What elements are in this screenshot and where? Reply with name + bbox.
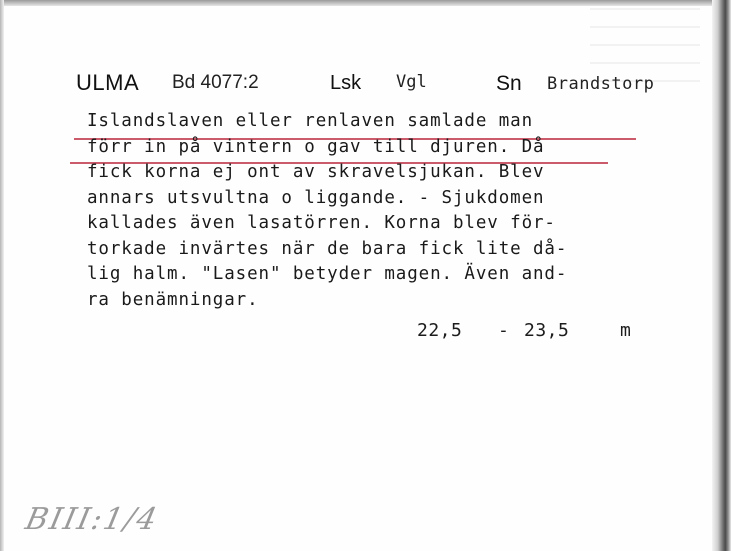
text-line: fick korna ej ont av skravelsjukan. Blev [87,162,545,182]
typed-text-body [87,109,687,313]
measurement [417,320,677,348]
text-line: förr in på vintern o gav till djuren. Då [87,136,545,157]
text-line: annars utsvultna o liggande. - Sjukdomen [87,187,545,208]
measurement-to: 23,5 [524,320,570,341]
text-line: ra benämningar. [87,289,259,310]
reference-number: Bd 4077:2 [172,72,259,93]
parish-label: Sn [496,72,522,95]
scan-edge-left [0,0,4,551]
measurement-separator: - [498,320,510,341]
province-code: Lsk [330,72,362,94]
card-header [76,70,696,100]
archive-code: ULMA [76,70,140,95]
measurement-from: 22,5 [417,320,463,341]
parish-name: Brandstorp [547,74,655,94]
scan-edge-top [0,0,731,6]
text-line: torkade invärtes när de bara fick lite då- [87,238,568,259]
measurement-unit: m [620,320,632,341]
scan-edge-right [712,0,731,551]
text-line: Islandslaven eller renlaven samlade man [87,111,533,131]
pencil-margin-note: BIII:1/4 [22,502,162,537]
district-code: Vgl [396,72,427,92]
text-line: lig halm. "Lasen" betyder magen. Även and- [87,264,568,284]
text-line: kallades även lasatörren. Korna blev för- [87,213,556,233]
